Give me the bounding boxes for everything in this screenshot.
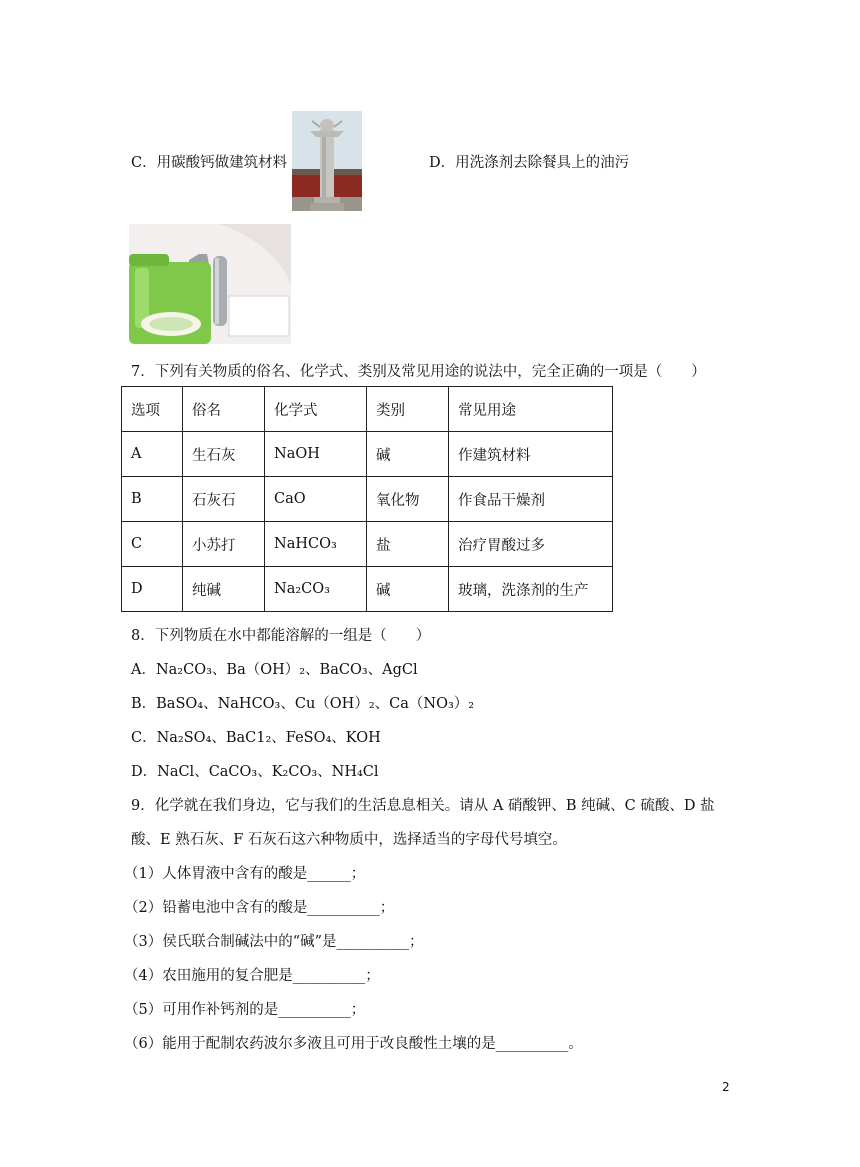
cell-formula: NaOH	[265, 432, 367, 477]
cell-option: D	[122, 567, 183, 612]
cell-option: C	[122, 522, 183, 567]
q9-item-1: （1）人体胃液中含有的酸是______；	[124, 866, 366, 882]
q7-table	[121, 386, 613, 612]
table-header-row	[122, 387, 613, 432]
table-row	[122, 522, 613, 567]
q8-option-c: C．Na₂SO₄、BaC1₂、FeSO₄、KOH	[131, 730, 381, 746]
header-formula: 化学式	[265, 387, 367, 432]
q6-option-c: C．用碳酸钙做建筑材料	[131, 155, 288, 171]
table-row	[122, 432, 613, 477]
header-common-name: 俗名	[183, 387, 265, 432]
cell-name: 纯碱	[183, 567, 265, 612]
q7-stem: 7．下列有关物质的俗名、化学式、类别及常见用途的说法中，完全正确的一项是（ ）	[131, 364, 706, 380]
stone-pillar-photo-icon	[292, 111, 362, 211]
cell-use: 作食品干燥剂	[449, 477, 613, 522]
cell-formula: NaHCO₃	[265, 522, 367, 567]
cell-category: 碱	[367, 432, 449, 477]
page-number: 2	[722, 1080, 730, 1094]
q6-option-d: D．用洗涤剂去除餐具上的油污	[429, 155, 630, 171]
q8-option-b: B．BaSO₄、NaHCO₃、Cu（OH）₂、Ca（NO₃）₂	[131, 696, 475, 712]
header-category: 类别	[367, 387, 449, 432]
q9-stem-line1: 9．化学就在我们身边，它与我们的生活息息相关。请从 A 硝酸钾、B 纯碱、C 硫酸、D 盐	[131, 798, 715, 814]
q8-option-d: D．NaCl、CaCO₃、K₂CO₃、NH₄Cl	[131, 764, 379, 780]
table-row	[122, 567, 613, 612]
cell-name: 生石灰	[183, 432, 265, 477]
table-row	[122, 477, 613, 522]
cell-name: 小苏打	[183, 522, 265, 567]
cell-category: 盐	[367, 522, 449, 567]
q8-option-a: A．Na₂CO₃、Ba（OH）₂、BaCO₃、AgCl	[131, 662, 418, 678]
cell-use: 作建筑材料	[449, 432, 613, 477]
q9-item-2: （2）铅蓄电池中含有的酸是__________；	[124, 900, 395, 916]
header-option: 选项	[122, 387, 183, 432]
cell-option: A	[122, 432, 183, 477]
cell-use: 治疗胃酸过多	[449, 522, 613, 567]
detergent-bottle-photo-icon	[129, 224, 291, 344]
cell-option: B	[122, 477, 183, 522]
header-use: 常见用途	[449, 387, 613, 432]
q9-item-3: （3）侯氏联合制碱法中的“碱”是__________；	[124, 934, 424, 950]
cell-formula: CaO	[265, 477, 367, 522]
cell-formula: Na₂CO₃	[265, 567, 367, 612]
q9-item-5: （5）可用作补钙剂的是__________；	[124, 1002, 366, 1018]
q8-stem: 8．下列物质在水中都能溶解的一组是（ ）	[131, 628, 431, 644]
cell-name: 石灰石	[183, 477, 265, 522]
q9-stem-line2: 酸、E 熟石灰、F 石灰石这六种物质中，选择适当的字母代号填空。	[131, 832, 567, 848]
cell-use: 玻璃，洗涤剂的生产	[449, 567, 613, 612]
q9-item-6: （6）能用于配制农药波尔多液且可用于改良酸性土壤的是__________。	[124, 1036, 583, 1052]
cell-category: 氧化物	[367, 477, 449, 522]
q9-item-4: （4）农田施用的复合肥是__________；	[124, 968, 380, 984]
cell-category: 碱	[367, 567, 449, 612]
